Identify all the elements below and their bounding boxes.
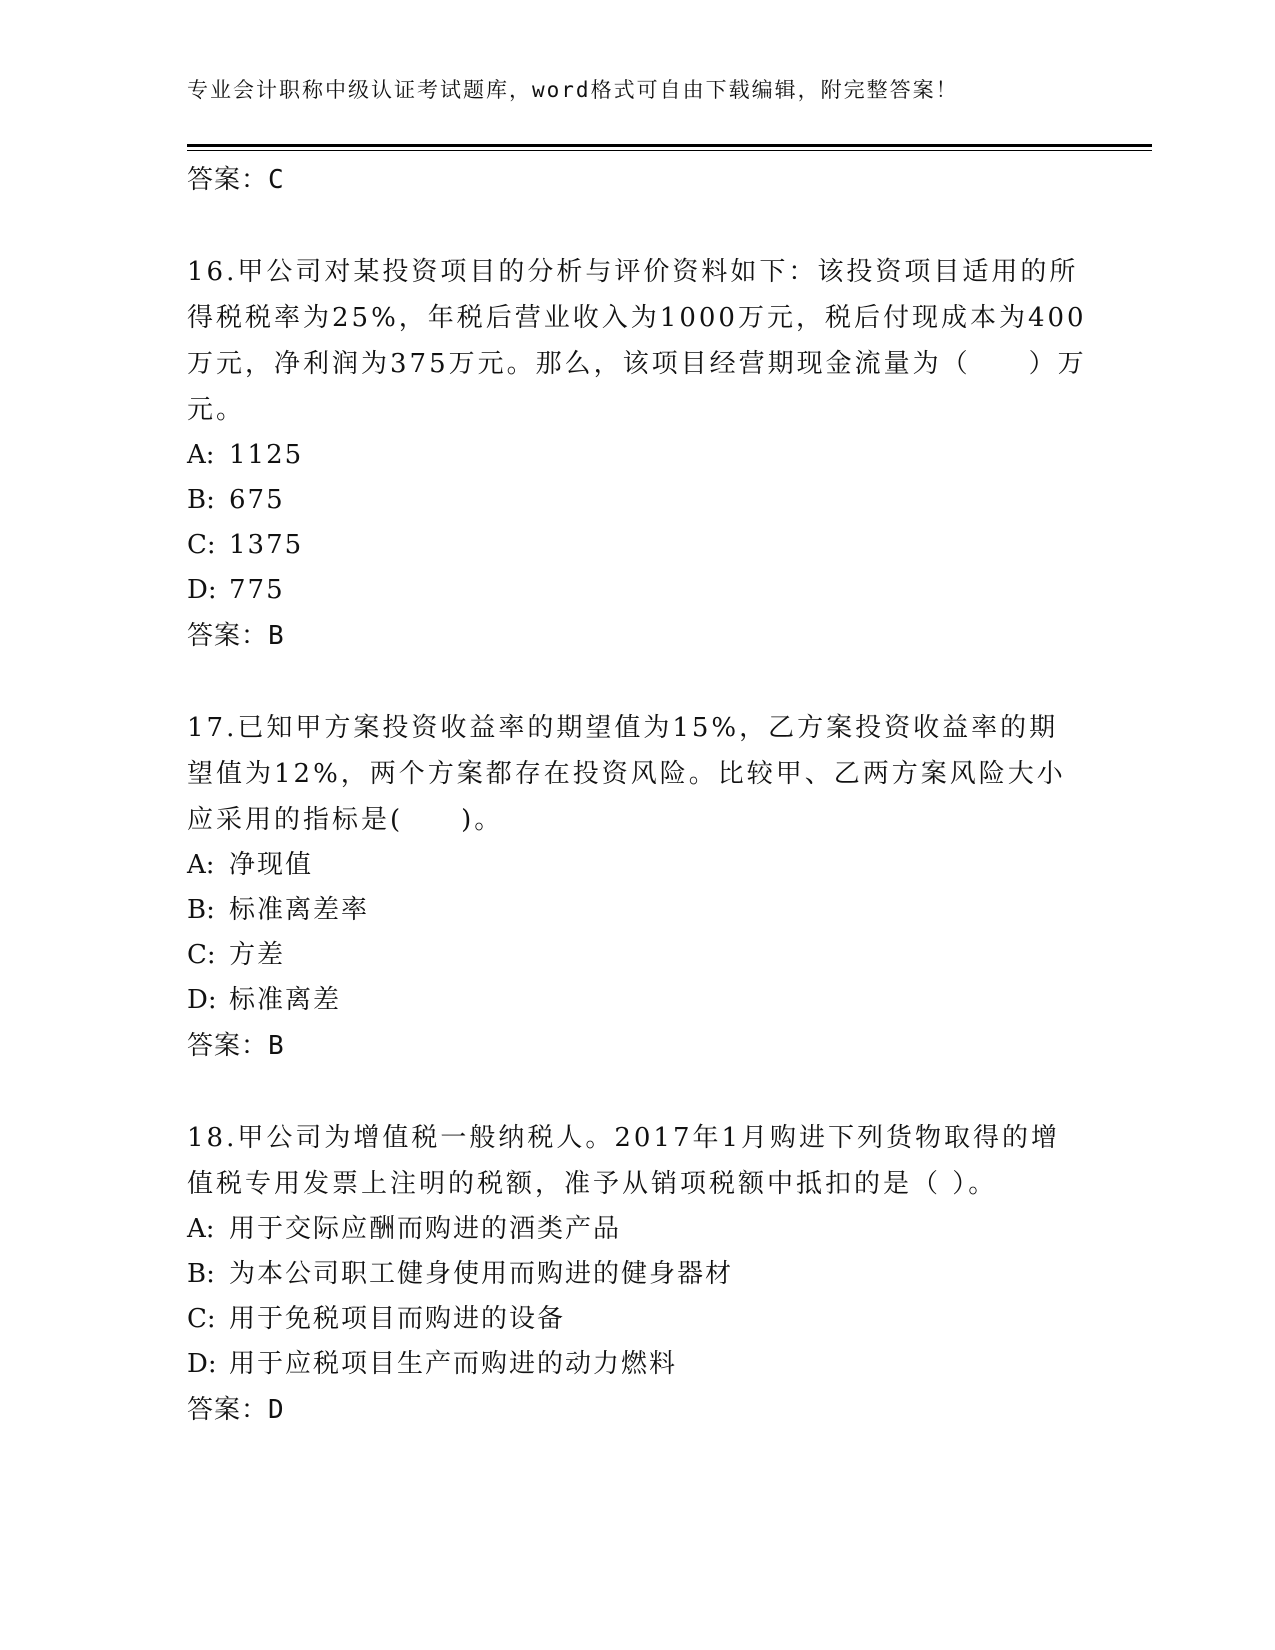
option-text: 为本公司职工健身使用而购进的健身器材 [229,1259,734,1289]
option-text: 775 [229,575,285,605]
option-c [187,933,1087,978]
option-a [187,1207,1087,1252]
option-text: 净现值 [229,850,314,880]
answer-value: D [268,1395,285,1425]
option-text: 1375 [229,530,304,560]
previous-answer [187,157,1087,203]
question-stem: 16.甲公司对某投资项目的分析与评价资料如下：该投资项目适用的所得税税率为25%，年税后营业收入为1000万元，税后付现成本为400万元，净利润为375万元。那么，该项目经营期现金流量为（ ）万元。 [187,257,1087,425]
header-rule-thin [187,150,1152,151]
header-rule-thick [187,144,1152,147]
option-key: D: [187,1349,217,1379]
option-text: 用于免税项目而购进的设备 [229,1304,566,1334]
option-key: C: [187,530,216,560]
question-answer [187,613,1087,659]
option-key: B: [187,895,215,925]
option-text: 1125 [229,440,304,470]
question-list [187,157,1087,1433]
option-b [187,478,1087,523]
option-text: 用于应税项目生产而购进的动力燃料 [229,1349,678,1379]
option-key: D: [187,985,217,1015]
option-b [187,1252,1087,1297]
answer-value: B [268,1031,285,1061]
option-d [187,568,1087,613]
question-stem: 17.已知甲方案投资收益率的期望值为15%，乙方案投资收益率的期望值为12%，两个方案都存在投资风险。比较甲、乙两方案风险大小应采用的指标是( )。 [187,713,1066,835]
option-text: 方差 [229,940,286,970]
question-answer [187,1387,1087,1433]
answer-value: C [268,165,285,195]
option-key: A: [187,440,215,470]
option-a [187,433,1087,478]
option-d [187,978,1087,1023]
option-c [187,1297,1087,1342]
page-header: 专业会计职称中级认证考试题库，word格式可自由下载编辑，附完整答案！ [187,78,959,102]
option-key: B: [187,485,215,515]
question-18 [187,1115,1087,1433]
question-17 [187,705,1087,1069]
option-text: 标准离差 [229,985,342,1015]
answer-label: 答案： [187,1395,269,1425]
option-b [187,888,1087,933]
option-text: 675 [229,485,285,515]
option-key: B: [187,1259,215,1289]
answer-value: B [268,621,285,651]
option-d [187,1342,1087,1387]
option-key: A: [187,1214,215,1244]
question-16 [187,249,1087,659]
question-answer [187,1023,1087,1069]
option-key: C: [187,940,216,970]
answer-label: 答案： [187,165,269,195]
option-a [187,843,1087,888]
question-stem: 18.甲公司为增值税一般纳税人。2017年1月购进下列货物取得的增值税专用发票上注明的税额，准予从销项税额中抵扣的是（ ）。 [187,1123,1061,1199]
option-key: D: [187,575,217,605]
option-key: C: [187,1304,216,1334]
option-key: A: [187,850,215,880]
option-c [187,523,1087,568]
answer-label: 答案： [187,1031,269,1061]
option-text: 标准离差率 [229,895,370,925]
answer-label: 答案： [187,621,269,651]
option-text: 用于交际应酬而购进的酒类产品 [229,1214,622,1244]
